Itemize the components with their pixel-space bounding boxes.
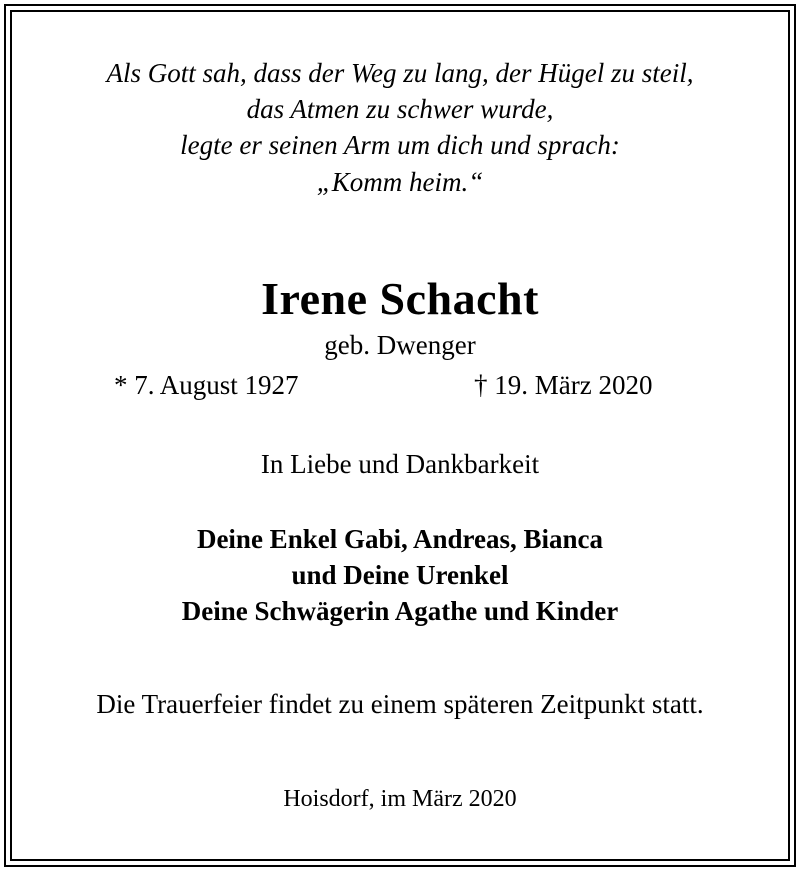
verse-line-1: Als Gott sah, dass der Weg zu lang, der Hügel zu steil, bbox=[106, 58, 694, 88]
verse-line-4: „Komm heim.“ bbox=[316, 167, 484, 197]
verse-line-3: legte er seinen Arm um dich und sprach: bbox=[180, 130, 620, 160]
birth-date: * 7. August 1927 bbox=[114, 370, 299, 400]
dedication-text: In Liebe und Dankbarkeit bbox=[260, 449, 540, 479]
death-date: † 19. März 2020 bbox=[474, 370, 653, 400]
mourner-line-1: Deine Enkel Gabi, Andreas, Bianca bbox=[196, 524, 604, 554]
place-date: Hoisdorf, im März 2020 bbox=[283, 786, 517, 812]
funeral-notice: Die Trauerfeier findet zu einem späteren Zeitpunkt statt. bbox=[96, 689, 704, 719]
deceased-name: Irene Schacht bbox=[261, 273, 539, 324]
mourner-line-2: und Deine Urenkel bbox=[291, 560, 509, 590]
verse-line-2: das Atmen zu schwer wurde, bbox=[246, 94, 554, 124]
mourner-line-3: Deine Schwägerin Agathe und Kinder bbox=[181, 596, 619, 626]
birth-name: geb. Dwenger bbox=[324, 330, 476, 360]
